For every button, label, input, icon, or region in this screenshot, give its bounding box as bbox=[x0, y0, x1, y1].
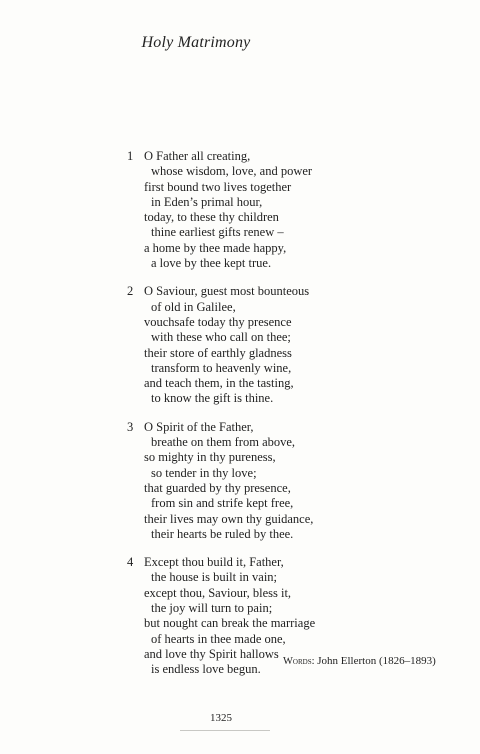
verse-line: so tender in thy love; bbox=[151, 465, 257, 480]
hymn-title: Holy Matrimony bbox=[141, 34, 251, 51]
page-number: 1325 bbox=[210, 712, 232, 724]
verse-line: vouchsafe today thy presence bbox=[144, 314, 292, 329]
verse-line: from sin and strife kept free, bbox=[151, 496, 294, 511]
verse-number: 1 bbox=[127, 149, 134, 163]
verse-3 bbox=[127, 420, 427, 542]
verse-line: the house is built in vain; bbox=[151, 570, 278, 585]
verse-line: a love by thee kept true. bbox=[151, 256, 272, 271]
verse-line: of old in Galilee, bbox=[151, 299, 236, 314]
verse-line: with these who call on thee; bbox=[151, 330, 291, 345]
verse-line: that guarded by thy presence, bbox=[144, 480, 291, 495]
verse-number: 3 bbox=[127, 419, 134, 434]
verse-line: transform to heavenly wine, bbox=[151, 360, 292, 375]
verse-line: O Father all creating, bbox=[144, 149, 251, 163]
verse-line: breathe on them from above, bbox=[151, 435, 296, 450]
verse-line: O Saviour, guest most bounteous bbox=[144, 284, 310, 299]
verse-line: and teach them, in the tasting, bbox=[144, 376, 294, 391]
verse-lines bbox=[144, 284, 427, 406]
verse-line: first bound two lives together bbox=[144, 179, 292, 194]
verse-line: to know the gift is thine. bbox=[151, 391, 274, 406]
verse-line: of hearts in thee made one, bbox=[151, 631, 286, 646]
verse-line: whose wisdom, love, and power bbox=[151, 164, 313, 179]
verse-line: a home by thee made happy, bbox=[144, 240, 287, 255]
verse-2 bbox=[127, 284, 427, 406]
verse-line: O Spirit of the Father, bbox=[144, 419, 254, 434]
verse-number: 4 bbox=[127, 555, 134, 570]
verse-line: is endless love begun. bbox=[151, 662, 261, 677]
verse-line: their store of earthly gladness bbox=[144, 345, 292, 360]
verse-line: their lives may own thy guidance, bbox=[144, 511, 314, 526]
verse-line: their hearts be ruled by thee. bbox=[151, 526, 294, 541]
verse-line: Except thou build it, Father, bbox=[144, 555, 284, 570]
verse-lines bbox=[144, 420, 427, 542]
credit-label: Words: bbox=[283, 656, 315, 667]
verse-line: so mighty in thy pureness, bbox=[144, 450, 276, 465]
credit-author: John Ellerton (1826–1893) bbox=[317, 655, 436, 667]
verse-line: in Eden’s primal hour, bbox=[151, 194, 263, 209]
words-credit bbox=[283, 655, 436, 667]
verse-line: the joy will turn to pain; bbox=[151, 601, 273, 616]
verse-line: except thou, Saviour, bless it, bbox=[144, 585, 292, 600]
verse-line: thine earliest gifts renew – bbox=[151, 225, 284, 240]
verse-lines bbox=[144, 149, 427, 271]
verse-line: today, to these thy children bbox=[144, 210, 279, 225]
verse-number: 2 bbox=[127, 284, 134, 299]
verses-container bbox=[127, 149, 427, 691]
verse-line: but nought can break the marriage bbox=[144, 616, 316, 631]
bottom-divider bbox=[180, 730, 270, 731]
verse-line: and love thy Spirit hallows bbox=[144, 646, 279, 661]
verse-1 bbox=[127, 149, 427, 271]
